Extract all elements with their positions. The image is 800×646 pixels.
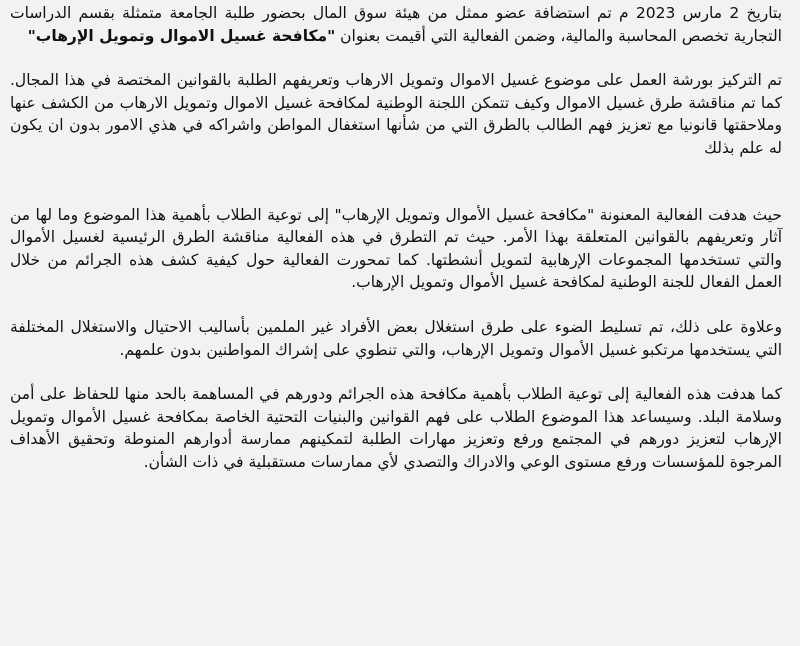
intro-text: بتاريخ 2 مارس 2023 م تم استضافة عضو ممثل من هيئة سوق المال بحضور طلبة الجامعة متمثلة بقسم الدراسات التجارية تخصص المحاسبة والمالية، وضمن الفعالية التي أقيمت بعنوان [10,4,783,45]
intro-paragraph [10,2,782,47]
workshop-focus-paragraph: تم التركيز بورشة العمل على موضوع غسيل الاموال وتمويل الارهاب وتعريفهم الطلبة بالقوانين المختصة في هذا المجال. كما تم مناقشة طرق غسيل الاموال وكيف تتمكن اللجنة الوطنية لمكافحة غسيل الاموال وتمويل الارهاب من الكشف عنها وملاحقتها قانونيا مع تعزيز فهم الطالب بالطرق التي من شأنها استغفال المواطن واشراكه في هذي الامور بدون ان يكون له علم بذلك [10,71,782,157]
event-goals-paragraph: حيث هدفت الفعالية المعنونة "مكافحة غسيل الأموال وتمويل الإرهاب" إلى توعية الطلاب بأهمية هذا الموضوع وما لها من آثار وتعريفهم بالقوانين المتعلقة بهذا الأمر. حيث تم التطرق في هذه الفعالية مناقشة الطرق الرئيسية لغسيل الأموال والتي تستخدمها المجموعات الإرهابية لتمويل أنشطتها. كما تمحورت الفعالية حول كيفية كشف هذه الجرائم من خلال العمل الفعال للجنة الوطنية لمكافحة غسيل الأموال وتمويل الإرهاب. [10,205,782,292]
exploitation-paragraph: وعلاوة على ذلك، تم تسليط الضوء على طرق استغلال بعض الأفراد غير الملمين بأساليب الاحتيال والاستغلال المختلفة التي يستخدمها مرتكبو غسيل الأموال وتمويل الإرهاب، والتي تنطوي على إشراك المواطنين بدون علمهم. [10,317,782,359]
event-title: "مكافحة غسيل الاموال وتمويل الإرهاب" [27,26,336,45]
awareness-paragraph: كما هدفت هذه الفعالية إلى توعية الطلاب بأهمية مكافحة هذه الجرائم ودورهم في المساهمة بالحد منها للحفاظ على أمن وسلامة البلد. وسيساعد هذا الموضوع الطلاب على فهم القوانين والبنيات التحتية الخاصة بمكافحة غسيل الأموال وتمويل الإرهاب لتعزيز دورهم في المجتمع ورفع وتعزيز مهارات الطلبة لتمكينهم ممارسة أدوارهم المنوطة وتحقيق الأهداف المرجوة للمؤسسات ورفع مستوى الوعي والادراك والتصدي لأي ممارسات مستقبلية في ذات الشأن. [10,385,782,471]
